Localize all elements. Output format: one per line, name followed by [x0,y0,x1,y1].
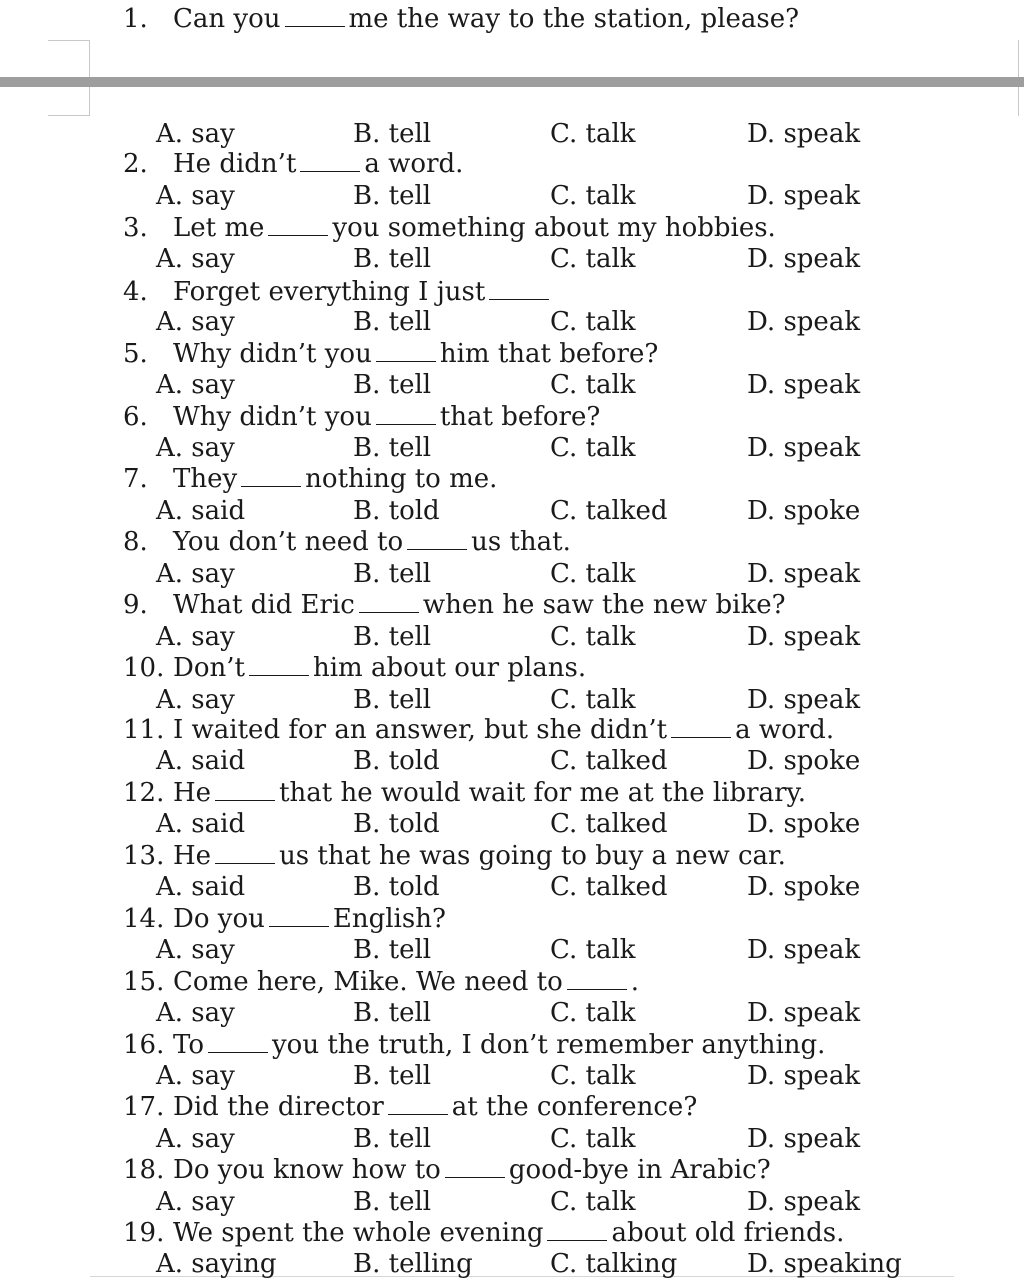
option-d[interactable]: D. speak [747,685,861,715]
question-text [173,526,571,558]
option-c[interactable]: C. talked [550,746,668,776]
question-text-before-blank: Come here, Mike. We need to [173,967,563,997]
option-c[interactable]: C. talk [550,998,636,1028]
question-text-before-blank: Why didn’t you [173,339,372,369]
question-text-before-blank: Why didn’t you [173,402,372,432]
option-a[interactable]: A. said [156,872,246,902]
option-a[interactable]: A. said [156,746,246,776]
option-a[interactable]: A. say [156,119,235,149]
answer-blank[interactable] [489,279,549,300]
page-break-separator [0,77,1024,87]
question-text [173,148,463,180]
answer-blank[interactable] [300,151,360,172]
question-text-after-blank: good-bye in Arabic? [508,1155,771,1185]
options-line [0,1186,1024,1218]
question-text-before-blank: Let me [173,213,265,243]
answer-blank[interactable] [567,969,627,990]
option-b[interactable]: B. told [353,496,440,526]
question-text-after-blank: when he saw the new bike? [422,590,786,620]
option-c[interactable]: C. talked [550,496,668,526]
option-c[interactable]: C. talk [550,1061,636,1091]
option-a[interactable]: A. say [156,370,235,400]
question-text-after-blank: at the conference? [451,1092,698,1122]
question-number: 15. [123,967,165,997]
option-b[interactable]: B. tell [353,998,432,1028]
question-text-after-blank: us that he was going to buy a new car. [279,841,786,871]
question-line [0,840,1024,872]
question-text-before-blank: Do you know how to [173,1155,441,1185]
option-b[interactable]: B. told [353,809,440,839]
answer-blank[interactable] [671,717,731,738]
options-line [0,997,1024,1029]
options-line [0,1060,1024,1092]
option-b[interactable]: B. told [353,746,440,776]
question-line [0,148,1024,180]
options-line [0,808,1024,840]
question-text-after-blank: a word. [364,149,464,179]
question-number: 18. [123,1155,165,1185]
question-number: 3. [123,213,148,243]
option-c[interactable]: C. talk [550,433,636,463]
option-c[interactable]: C. talk [550,1124,636,1154]
option-b[interactable]: B. tell [353,1187,432,1217]
question-text-after-blank: you the truth, I don’t remember anything. [271,1030,826,1060]
option-c[interactable]: C. talk [550,935,636,965]
question-text-before-blank: What did Eric [173,590,355,620]
option-b[interactable]: B. tell [353,181,432,211]
option-d[interactable]: D. speak [747,998,861,1028]
answer-blank[interactable] [407,529,467,550]
option-b[interactable]: B. telling [353,1249,473,1279]
option-c[interactable]: C. talk [550,181,636,211]
question-line [0,276,1024,308]
question-text-before-blank: Can you [173,4,281,34]
option-a[interactable]: A. said [156,809,246,839]
question-line [0,338,1024,370]
answer-blank[interactable] [268,215,328,236]
question-text-after-blank: me the way to the station, please? [348,4,800,34]
option-a[interactable]: A. saying [156,1249,277,1279]
question-text-after-blank: a word. [735,715,835,745]
option-c[interactable]: C. talked [550,872,668,902]
question-text [173,463,497,495]
answer-blank[interactable] [215,843,275,864]
answer-blank[interactable] [359,592,419,613]
question-text-before-blank: Forget everything I just [173,277,486,307]
question-text-before-blank: He didn’t [173,149,297,179]
question-number: 2. [123,149,148,179]
option-b[interactable]: B. tell [353,622,432,652]
question-number: 6. [123,402,148,432]
options-line [0,432,1024,464]
question-number: 7. [123,464,148,494]
question-text [173,714,834,746]
question-text-before-blank: You don’t need to [173,527,404,557]
option-c[interactable]: C. talk [550,370,636,400]
question-text-before-blank: He [173,778,212,808]
option-b[interactable]: B. tell [353,685,432,715]
answer-blank[interactable] [241,466,301,487]
answer-blank[interactable] [547,1220,607,1241]
question-text [173,652,586,684]
options-line [0,1123,1024,1155]
answer-blank[interactable] [208,1032,268,1053]
question-text [173,1029,825,1061]
option-b[interactable]: B. tell [353,935,432,965]
option-d[interactable]: D. speak [747,119,861,149]
option-c[interactable]: C. talk [550,119,636,149]
option-d[interactable]: D. speak [747,1187,861,1217]
question-text-before-blank: They [173,464,238,494]
question-text-after-blank: that before? [439,402,601,432]
option-a[interactable]: A. say [156,1061,235,1091]
options-line [0,369,1024,401]
question-number: 1. [123,4,148,34]
question-line [0,1091,1024,1123]
answer-blank[interactable] [445,1157,505,1178]
answer-blank[interactable] [388,1094,448,1115]
option-c[interactable]: C. talk [550,559,636,589]
option-d[interactable]: D. speak [747,307,861,337]
option-d[interactable]: D. speak [747,622,861,652]
question-text [173,777,806,809]
question-number: 4. [123,277,148,307]
option-d[interactable]: D. spoke [747,746,861,776]
options-line [0,306,1024,338]
option-a[interactable]: A. say [156,1187,235,1217]
option-b[interactable]: B. tell [353,370,432,400]
question-text [173,1217,844,1249]
option-d[interactable]: D. speak [747,244,861,274]
question-text-after-blank: him that before? [439,339,659,369]
answer-blank[interactable] [376,341,436,362]
question-number: 12. [123,778,165,808]
question-text-after-blank: us that. [471,527,571,557]
question-text-before-blank: I waited for an answer, but she didn’t [173,715,668,745]
question-text-after-blank: about old friends. [611,1218,845,1248]
question-line [0,903,1024,935]
option-d[interactable]: D. speak [747,370,861,400]
options-line [0,934,1024,966]
answer-blank[interactable] [285,6,345,27]
option-a[interactable]: A. say [156,433,235,463]
option-a[interactable]: A. say [156,1124,235,1154]
question-text-after-blank: nothing to me. [305,464,498,494]
option-a[interactable]: A. say [156,307,235,337]
options-line [0,871,1024,903]
option-b[interactable]: B. tell [353,1124,432,1154]
question-number: 11. [123,715,165,745]
option-b[interactable]: B. tell [353,559,432,589]
option-c[interactable]: C. talking [550,1249,678,1279]
question-number: 16. [123,1030,165,1060]
question-number: 13. [123,841,165,871]
question-text [173,401,600,433]
question-text-before-blank: To [173,1030,204,1060]
question-text-after-blank: that he would wait for me at the library. [279,778,806,808]
option-b[interactable]: B. tell [353,433,432,463]
question-text [173,589,786,621]
option-c[interactable]: C. talk [550,622,636,652]
question-text [173,1154,771,1186]
question-text-after-blank: you something about my hobbies. [332,213,776,243]
question-line [0,714,1024,746]
question-number: 17. [123,1092,165,1122]
options-line [0,1248,1024,1280]
option-d[interactable]: D. spoke [747,496,861,526]
option-a[interactable]: A. say [156,244,235,274]
question-number: 10. [123,653,165,683]
question-text-after-blank: . [630,967,639,997]
option-a[interactable]: A. say [156,622,235,652]
question-number: 8. [123,527,148,557]
option-a[interactable]: A. say [156,181,235,211]
option-c[interactable]: C. talked [550,809,668,839]
option-d[interactable]: D. spoke [747,809,861,839]
options-line [0,684,1024,716]
answer-blank[interactable] [215,780,275,801]
question-text [173,903,446,935]
question-text-after-blank: him about our plans. [312,653,587,683]
option-c[interactable]: C. talk [550,244,636,274]
question-number: 9. [123,590,148,620]
question-text-before-blank: Don’t [173,653,245,683]
option-b[interactable]: B. tell [353,119,432,149]
question-line [0,589,1024,621]
question-text-before-blank: He [173,841,212,871]
option-c[interactable]: C. talk [550,307,636,337]
option-a[interactable]: A. say [156,559,235,589]
option-b[interactable]: B. tell [353,307,432,337]
question-text [173,338,658,370]
option-d[interactable]: D. speak [747,1061,861,1091]
answer-blank[interactable] [249,655,309,676]
option-a[interactable]: A. say [156,998,235,1028]
option-d[interactable]: D. speak [747,1124,861,1154]
question-number: 19. [123,1218,165,1248]
options-line [0,118,1024,150]
option-d[interactable]: D. speak [747,559,861,589]
answer-blank[interactable] [269,906,329,927]
option-d[interactable]: D. speaking [747,1249,902,1279]
option-d[interactable]: D. spoke [747,872,861,902]
options-line [0,243,1024,275]
question-line [0,1029,1024,1061]
answer-blank[interactable] [376,404,436,425]
option-a[interactable]: A. say [156,685,235,715]
question-text [173,840,786,872]
question-number: 14. [123,904,165,934]
option-c[interactable]: C. talk [550,685,636,715]
question-text-before-blank: Did the director [173,1092,384,1122]
question-line [0,463,1024,495]
option-d[interactable]: D. speak [747,181,861,211]
question-line [0,212,1024,244]
options-line [0,495,1024,527]
question-line [0,1217,1024,1249]
question-text [173,1091,697,1123]
question-text-after-blank: English? [332,904,446,934]
option-b[interactable]: B. tell [353,244,432,274]
question-text [173,276,553,308]
question-line [0,652,1024,684]
question-line [0,401,1024,433]
question-line [0,1154,1024,1186]
question-text [173,212,776,244]
option-c[interactable]: C. talk [550,1187,636,1217]
question-line [0,526,1024,558]
question-text-before-blank: Do you [173,904,265,934]
options-line [0,621,1024,653]
question-line [0,966,1024,998]
options-line [0,745,1024,777]
question-number: 5. [123,339,148,369]
question-text [173,966,639,998]
question-line [0,777,1024,809]
question-text-before-blank: We spent the whole evening [173,1218,544,1248]
option-d[interactable]: D. speak [747,433,861,463]
option-a[interactable]: A. said [156,496,246,526]
option-d[interactable]: D. speak [747,935,861,965]
question-line [0,3,1024,35]
option-b[interactable]: B. told [353,872,440,902]
option-b[interactable]: B. tell [353,1061,432,1091]
option-a[interactable]: A. say [156,935,235,965]
question-text [173,3,799,35]
options-line [0,180,1024,212]
options-line [0,558,1024,590]
